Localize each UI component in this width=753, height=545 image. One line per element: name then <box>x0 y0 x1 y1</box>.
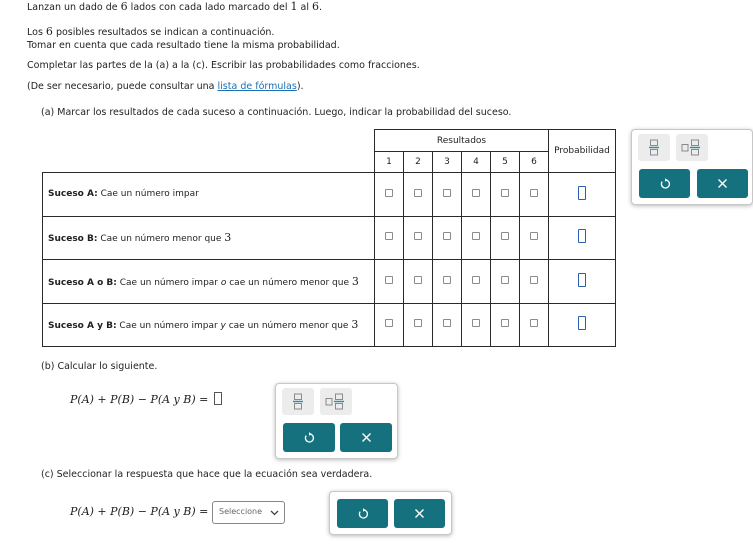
outcome-checkbox[interactable] <box>414 276 422 284</box>
outcome-cell <box>491 216 520 260</box>
undo-icon <box>659 178 671 190</box>
event-text: Cae un número impar <box>116 321 221 332</box>
undo-button[interactable] <box>337 499 388 528</box>
math-number: 3 <box>351 318 359 332</box>
outcome-cell <box>462 303 491 347</box>
math-tool-panel-b <box>275 383 398 459</box>
table-corner <box>43 130 375 152</box>
chevron-down-icon <box>270 510 279 516</box>
events-table <box>42 129 616 347</box>
outcome-checkbox[interactable] <box>501 189 509 197</box>
math-number: 3 <box>351 274 359 288</box>
results-header: Resultados <box>375 130 549 152</box>
outcome-checkbox[interactable] <box>443 319 451 327</box>
outcome-checkbox[interactable] <box>414 319 422 327</box>
probability-header: Probabilidad <box>549 130 616 173</box>
outcome-checkbox[interactable] <box>385 232 393 240</box>
event-name: Suceso A y B: <box>48 321 117 332</box>
outcome-cell <box>462 260 491 304</box>
table-row <box>43 216 616 260</box>
probability-answer-box[interactable] <box>578 316 586 330</box>
outcome-checkbox[interactable] <box>472 319 480 327</box>
event-label <box>43 260 375 304</box>
intro-line-5 <box>27 81 304 92</box>
close-icon <box>361 432 372 443</box>
table-row <box>43 303 616 347</box>
intro-text: Lanzan un dado de <box>27 2 121 13</box>
outcome-cell <box>433 216 462 260</box>
intro-text: al <box>297 2 312 13</box>
outcome-checkbox[interactable] <box>443 189 451 197</box>
outcome-cell <box>462 173 491 217</box>
outcome-cell <box>404 216 433 260</box>
outcome-header: 2 <box>404 152 433 173</box>
intro-line-1 <box>27 0 322 13</box>
event-name: Suceso B: <box>48 234 98 245</box>
event-label <box>43 303 375 347</box>
outcome-checkbox[interactable] <box>501 232 509 240</box>
math-number: 6 <box>312 0 319 13</box>
outcome-header: 1 <box>375 152 404 173</box>
table-row <box>43 260 616 304</box>
formula-list-link[interactable]: lista de fórmulas <box>217 81 297 92</box>
mixed-number-button[interactable] <box>676 134 708 161</box>
event-name: Suceso A o B: <box>48 277 117 288</box>
undo-button[interactable] <box>639 169 690 198</box>
math-tool-panel-a <box>631 129 753 205</box>
outcome-checkbox[interactable] <box>530 189 538 197</box>
table-corner <box>43 152 375 173</box>
outcome-cell <box>375 260 404 304</box>
part-c-equation: P(A) + P(B) − P(A y B) = <box>70 505 209 518</box>
event-label <box>43 173 375 217</box>
fraction-button[interactable] <box>638 134 670 161</box>
intro-line-3: Tomar en cuenta que cada resultado tiene la misma probabilidad. <box>27 40 340 51</box>
probability-cell <box>549 216 616 260</box>
outcome-checkbox[interactable] <box>385 189 393 197</box>
answer-select[interactable] <box>212 501 285 524</box>
intro-text: ). <box>296 81 304 92</box>
outcome-cell <box>375 303 404 347</box>
intro-line-2 <box>27 25 274 38</box>
outcome-checkbox[interactable] <box>414 189 422 197</box>
outcome-checkbox[interactable] <box>501 319 509 327</box>
select-placeholder: Seleccione <box>219 507 263 516</box>
equation-text: P(A) + P(B) − P(A y B) = <box>70 393 209 406</box>
math-number: 6 <box>45 25 53 38</box>
probability-answer-box[interactable] <box>578 186 586 200</box>
undo-button[interactable] <box>283 423 335 452</box>
math-tool-panel-c <box>329 491 452 535</box>
outcome-header: 5 <box>491 152 520 173</box>
outcome-checkbox[interactable] <box>443 276 451 284</box>
probability-cell <box>549 303 616 347</box>
outcome-cell <box>491 260 520 304</box>
intro-text: posibles resultados se indican a continuación. <box>52 27 275 38</box>
part-b-equation <box>70 392 222 406</box>
math-number: 6 <box>120 0 128 13</box>
clear-button[interactable] <box>394 499 445 528</box>
outcome-cell <box>433 303 462 347</box>
outcome-cell <box>462 216 491 260</box>
event-connector: y <box>220 321 226 332</box>
outcome-cell <box>375 173 404 217</box>
mixed-number-icon <box>676 134 708 161</box>
probability-cell <box>549 173 616 217</box>
outcome-cell <box>520 260 549 304</box>
event-text: cae un número menor que <box>225 321 352 332</box>
undo-icon <box>357 508 369 520</box>
outcome-checkbox[interactable] <box>385 319 393 327</box>
undo-icon <box>303 432 315 444</box>
part-a-prompt: (a) Marcar los resultados de cada suceso a continuación. Luego, indicar la probabilidad del suceso. <box>41 107 512 118</box>
outcome-cell <box>433 173 462 217</box>
outcome-header: 4 <box>462 152 491 173</box>
outcome-cell <box>404 173 433 217</box>
outcome-cell <box>520 173 549 217</box>
outcome-cell <box>433 260 462 304</box>
math-number: 3 <box>224 231 232 245</box>
probability-cell <box>549 260 616 304</box>
fraction-icon <box>638 134 670 161</box>
event-text: Cae un número impar <box>116 277 221 288</box>
close-icon <box>717 178 728 189</box>
outcome-checkbox[interactable] <box>385 276 393 284</box>
intro-text: (De ser necesario, puede consultar una <box>27 81 218 92</box>
clear-button[interactable] <box>697 169 748 198</box>
intro-line-4: Completar las partes de la (a) a la (c). Escribir las probabilidades como fracciones. <box>27 60 420 71</box>
part-b-prompt: (b) Calcular lo siguiente. <box>41 361 158 372</box>
event-text: Cae un número impar <box>97 189 199 200</box>
mixed-number-icon <box>320 388 352 415</box>
clear-button[interactable] <box>340 423 392 452</box>
part-c-prompt: (c) Seleccionar la respuesta que hace que la ecuación sea verdadera. <box>41 469 373 480</box>
outcome-cell <box>404 260 433 304</box>
probability-answer-box[interactable] <box>578 229 586 243</box>
outcome-checkbox[interactable] <box>472 276 480 284</box>
intro-text: lados con cada lado marcado del <box>127 2 291 13</box>
mixed-number-button[interactable] <box>320 388 352 415</box>
outcome-cell <box>404 303 433 347</box>
event-name: Suceso A: <box>48 189 98 200</box>
outcome-cell <box>520 216 549 260</box>
intro-text: . <box>319 2 323 13</box>
outcome-header: 6 <box>520 152 549 173</box>
event-label <box>43 216 375 260</box>
outcome-cell <box>520 303 549 347</box>
event-text: Cae un número menor que <box>97 234 225 245</box>
outcome-checkbox[interactable] <box>443 232 451 240</box>
event-text: cae un número menor que <box>226 277 352 288</box>
outcome-cell <box>491 173 520 217</box>
outcome-checkbox[interactable] <box>530 276 538 284</box>
probability-answer-box[interactable] <box>578 273 586 287</box>
outcome-checkbox[interactable] <box>472 189 480 197</box>
outcome-checkbox[interactable] <box>530 232 538 240</box>
close-icon <box>414 508 425 519</box>
outcome-checkbox[interactable] <box>530 319 538 327</box>
outcome-cell <box>375 216 404 260</box>
table-row <box>43 173 616 217</box>
outcome-checkbox[interactable] <box>414 232 422 240</box>
outcome-cell <box>491 303 520 347</box>
outcome-checkbox[interactable] <box>472 232 480 240</box>
answer-box[interactable] <box>214 392 222 405</box>
outcome-header: 3 <box>433 152 462 173</box>
intro-text: Los <box>27 27 46 38</box>
math-number: 1 <box>290 0 298 13</box>
fraction-button[interactable] <box>282 388 314 415</box>
outcome-checkbox[interactable] <box>501 276 509 284</box>
event-connector: o <box>220 277 227 288</box>
fraction-icon <box>282 388 314 415</box>
